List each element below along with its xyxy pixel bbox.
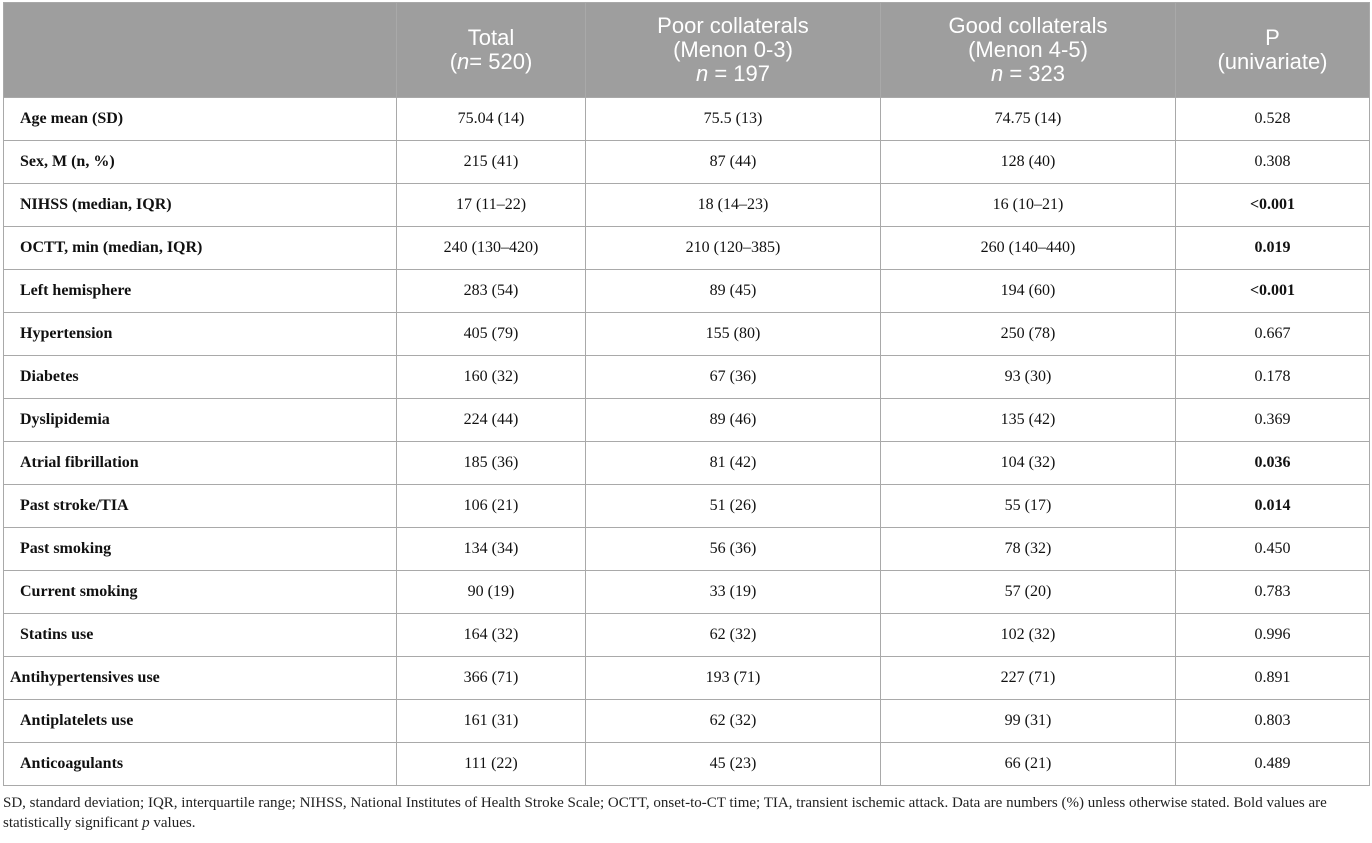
table-body: [4, 98, 1370, 786]
total-value-cell: 215 (41): [397, 141, 586, 184]
good-collaterals-value-cell: 260 (140–440): [881, 227, 1176, 270]
good-collaterals-value-cell: 135 (42): [881, 399, 1176, 442]
p-value-cell: 0.891: [1176, 657, 1370, 700]
good-collaterals-value-cell: 57 (20): [881, 571, 1176, 614]
header-poor-title: Poor collaterals: [657, 13, 809, 38]
table-row: [4, 270, 1370, 313]
header-good-n: n = 323: [990, 61, 1066, 86]
p-value-cell: 0.489: [1176, 743, 1370, 786]
good-collaterals-value-cell: 128 (40): [881, 141, 1176, 184]
good-collaterals-value-cell: 55 (17): [881, 485, 1176, 528]
table-footnote: [3, 793, 1369, 833]
good-collaterals-value-cell: 250 (78): [881, 313, 1176, 356]
p-value-cell: 0.019: [1176, 227, 1370, 270]
row-label-cell: Atrial fibrillation: [4, 442, 397, 485]
header-row: [4, 3, 1370, 98]
baseline-characteristics-table: [3, 2, 1370, 786]
table-row: [4, 399, 1370, 442]
poor-collaterals-value-cell: 45 (23): [586, 743, 881, 786]
poor-collaterals-value-cell: 155 (80): [586, 313, 881, 356]
row-label-cell: Antihypertensives use: [4, 657, 397, 700]
p-value-cell: 0.014: [1176, 485, 1370, 528]
good-collaterals-value-cell: 16 (10–21): [881, 184, 1176, 227]
table-row: [4, 184, 1370, 227]
row-label-cell: OCTT, min (median, IQR): [4, 227, 397, 270]
p-value-cell: 0.667: [1176, 313, 1370, 356]
table-row: [4, 614, 1370, 657]
total-value-cell: 75.04 (14): [397, 98, 586, 141]
good-collaterals-value-cell: 74.75 (14): [881, 98, 1176, 141]
poor-collaterals-value-cell: 87 (44): [586, 141, 881, 184]
good-collaterals-value-cell: 104 (32): [881, 442, 1176, 485]
poor-collaterals-value-cell: 18 (14–23): [586, 184, 881, 227]
table-header: [4, 3, 1370, 98]
table-row: [4, 700, 1370, 743]
footnote-tail: values.: [149, 815, 196, 831]
header-good-scale: (Menon 4-5): [968, 37, 1088, 62]
table-row: [4, 356, 1370, 399]
table-row: [4, 657, 1370, 700]
p-value-cell: <0.001: [1176, 184, 1370, 227]
row-label-cell: Dyslipidemia: [4, 399, 397, 442]
poor-collaterals-value-cell: 62 (32): [586, 700, 881, 743]
header-empty-cell: [4, 3, 397, 98]
poor-collaterals-value-cell: 62 (32): [586, 614, 881, 657]
total-value-cell: 366 (71): [397, 657, 586, 700]
p-value-cell: 0.178: [1176, 356, 1370, 399]
header-good-collaterals: [881, 3, 1176, 98]
row-label-cell: NIHSS (median, IQR): [4, 184, 397, 227]
total-value-cell: 164 (32): [397, 614, 586, 657]
total-value-cell: 106 (21): [397, 485, 586, 528]
table-row: [4, 571, 1370, 614]
table-row: [4, 528, 1370, 571]
good-collaterals-value-cell: 78 (32): [881, 528, 1176, 571]
table-row: [4, 743, 1370, 786]
p-value-cell: 0.783: [1176, 571, 1370, 614]
poor-collaterals-value-cell: 56 (36): [586, 528, 881, 571]
row-label-cell: Past smoking: [4, 528, 397, 571]
header-p-title: P: [1265, 25, 1280, 50]
footnote-text: SD, standard deviation; IQR, interquartile range; NIHSS, National Institutes of Health Stroke Scale; OCTT, onset-to-CT time; TIA, transient ischemic attack. Data are numbers (%) unless otherwise stated. Bold values are statistically significant: [3, 795, 1327, 831]
good-collaterals-value-cell: 66 (21): [881, 743, 1176, 786]
row-label-cell: Hypertension: [4, 313, 397, 356]
header-good-title: Good collaterals: [948, 13, 1108, 38]
header-poor-n: n = 197: [695, 61, 771, 86]
p-value-cell: 0.996: [1176, 614, 1370, 657]
total-value-cell: 17 (11–22): [397, 184, 586, 227]
row-label-cell: Current smoking: [4, 571, 397, 614]
row-label-cell: Anticoagulants: [4, 743, 397, 786]
p-value-cell: <0.001: [1176, 270, 1370, 313]
p-value-cell: 0.450: [1176, 528, 1370, 571]
row-label-cell: Sex, M (n, %): [4, 141, 397, 184]
row-label-cell: Age mean (SD): [4, 98, 397, 141]
table-row: [4, 442, 1370, 485]
footnote-italic-p: p: [142, 815, 150, 831]
poor-collaterals-value-cell: 89 (45): [586, 270, 881, 313]
header-total: [397, 3, 586, 98]
header-total-title: Total: [467, 25, 515, 50]
header-poor-collaterals: [586, 3, 881, 98]
table-row: [4, 141, 1370, 184]
total-value-cell: 90 (19): [397, 571, 586, 614]
p-value-cell: 0.528: [1176, 98, 1370, 141]
header-p-value: [1176, 3, 1370, 98]
p-value-cell: 0.803: [1176, 700, 1370, 743]
row-label-cell: Diabetes: [4, 356, 397, 399]
row-label-cell: Antiplatelets use: [4, 700, 397, 743]
table-row: [4, 227, 1370, 270]
table-row: [4, 313, 1370, 356]
poor-collaterals-value-cell: 81 (42): [586, 442, 881, 485]
good-collaterals-value-cell: 194 (60): [881, 270, 1176, 313]
poor-collaterals-value-cell: 193 (71): [586, 657, 881, 700]
total-value-cell: 240 (130–420): [397, 227, 586, 270]
header-poor-scale: (Menon 0-3): [673, 37, 793, 62]
total-value-cell: 283 (54): [397, 270, 586, 313]
good-collaterals-value-cell: 227 (71): [881, 657, 1176, 700]
row-label-cell: Statins use: [4, 614, 397, 657]
total-value-cell: 185 (36): [397, 442, 586, 485]
poor-collaterals-value-cell: 51 (26): [586, 485, 881, 528]
data-table-container: [3, 2, 1369, 786]
total-value-cell: 224 (44): [397, 399, 586, 442]
poor-collaterals-value-cell: 89 (46): [586, 399, 881, 442]
p-value-cell: 0.308: [1176, 141, 1370, 184]
p-value-cell: 0.369: [1176, 399, 1370, 442]
good-collaterals-value-cell: 102 (32): [881, 614, 1176, 657]
table-row: [4, 485, 1370, 528]
total-value-cell: 111 (22): [397, 743, 586, 786]
p-value-cell: 0.036: [1176, 442, 1370, 485]
poor-collaterals-value-cell: 210 (120–385): [586, 227, 881, 270]
total-value-cell: 405 (79): [397, 313, 586, 356]
row-label-cell: Past stroke/TIA: [4, 485, 397, 528]
total-value-cell: 134 (34): [397, 528, 586, 571]
table-row: [4, 98, 1370, 141]
poor-collaterals-value-cell: 75.5 (13): [586, 98, 881, 141]
header-total-n: (n= 520): [449, 49, 533, 74]
total-value-cell: 161 (31): [397, 700, 586, 743]
good-collaterals-value-cell: 99 (31): [881, 700, 1176, 743]
total-value-cell: 160 (32): [397, 356, 586, 399]
good-collaterals-value-cell: 93 (30): [881, 356, 1176, 399]
row-label-cell: Left hemisphere: [4, 270, 397, 313]
header-p-subtitle: (univariate): [1217, 49, 1328, 74]
poor-collaterals-value-cell: 67 (36): [586, 356, 881, 399]
poor-collaterals-value-cell: 33 (19): [586, 571, 881, 614]
